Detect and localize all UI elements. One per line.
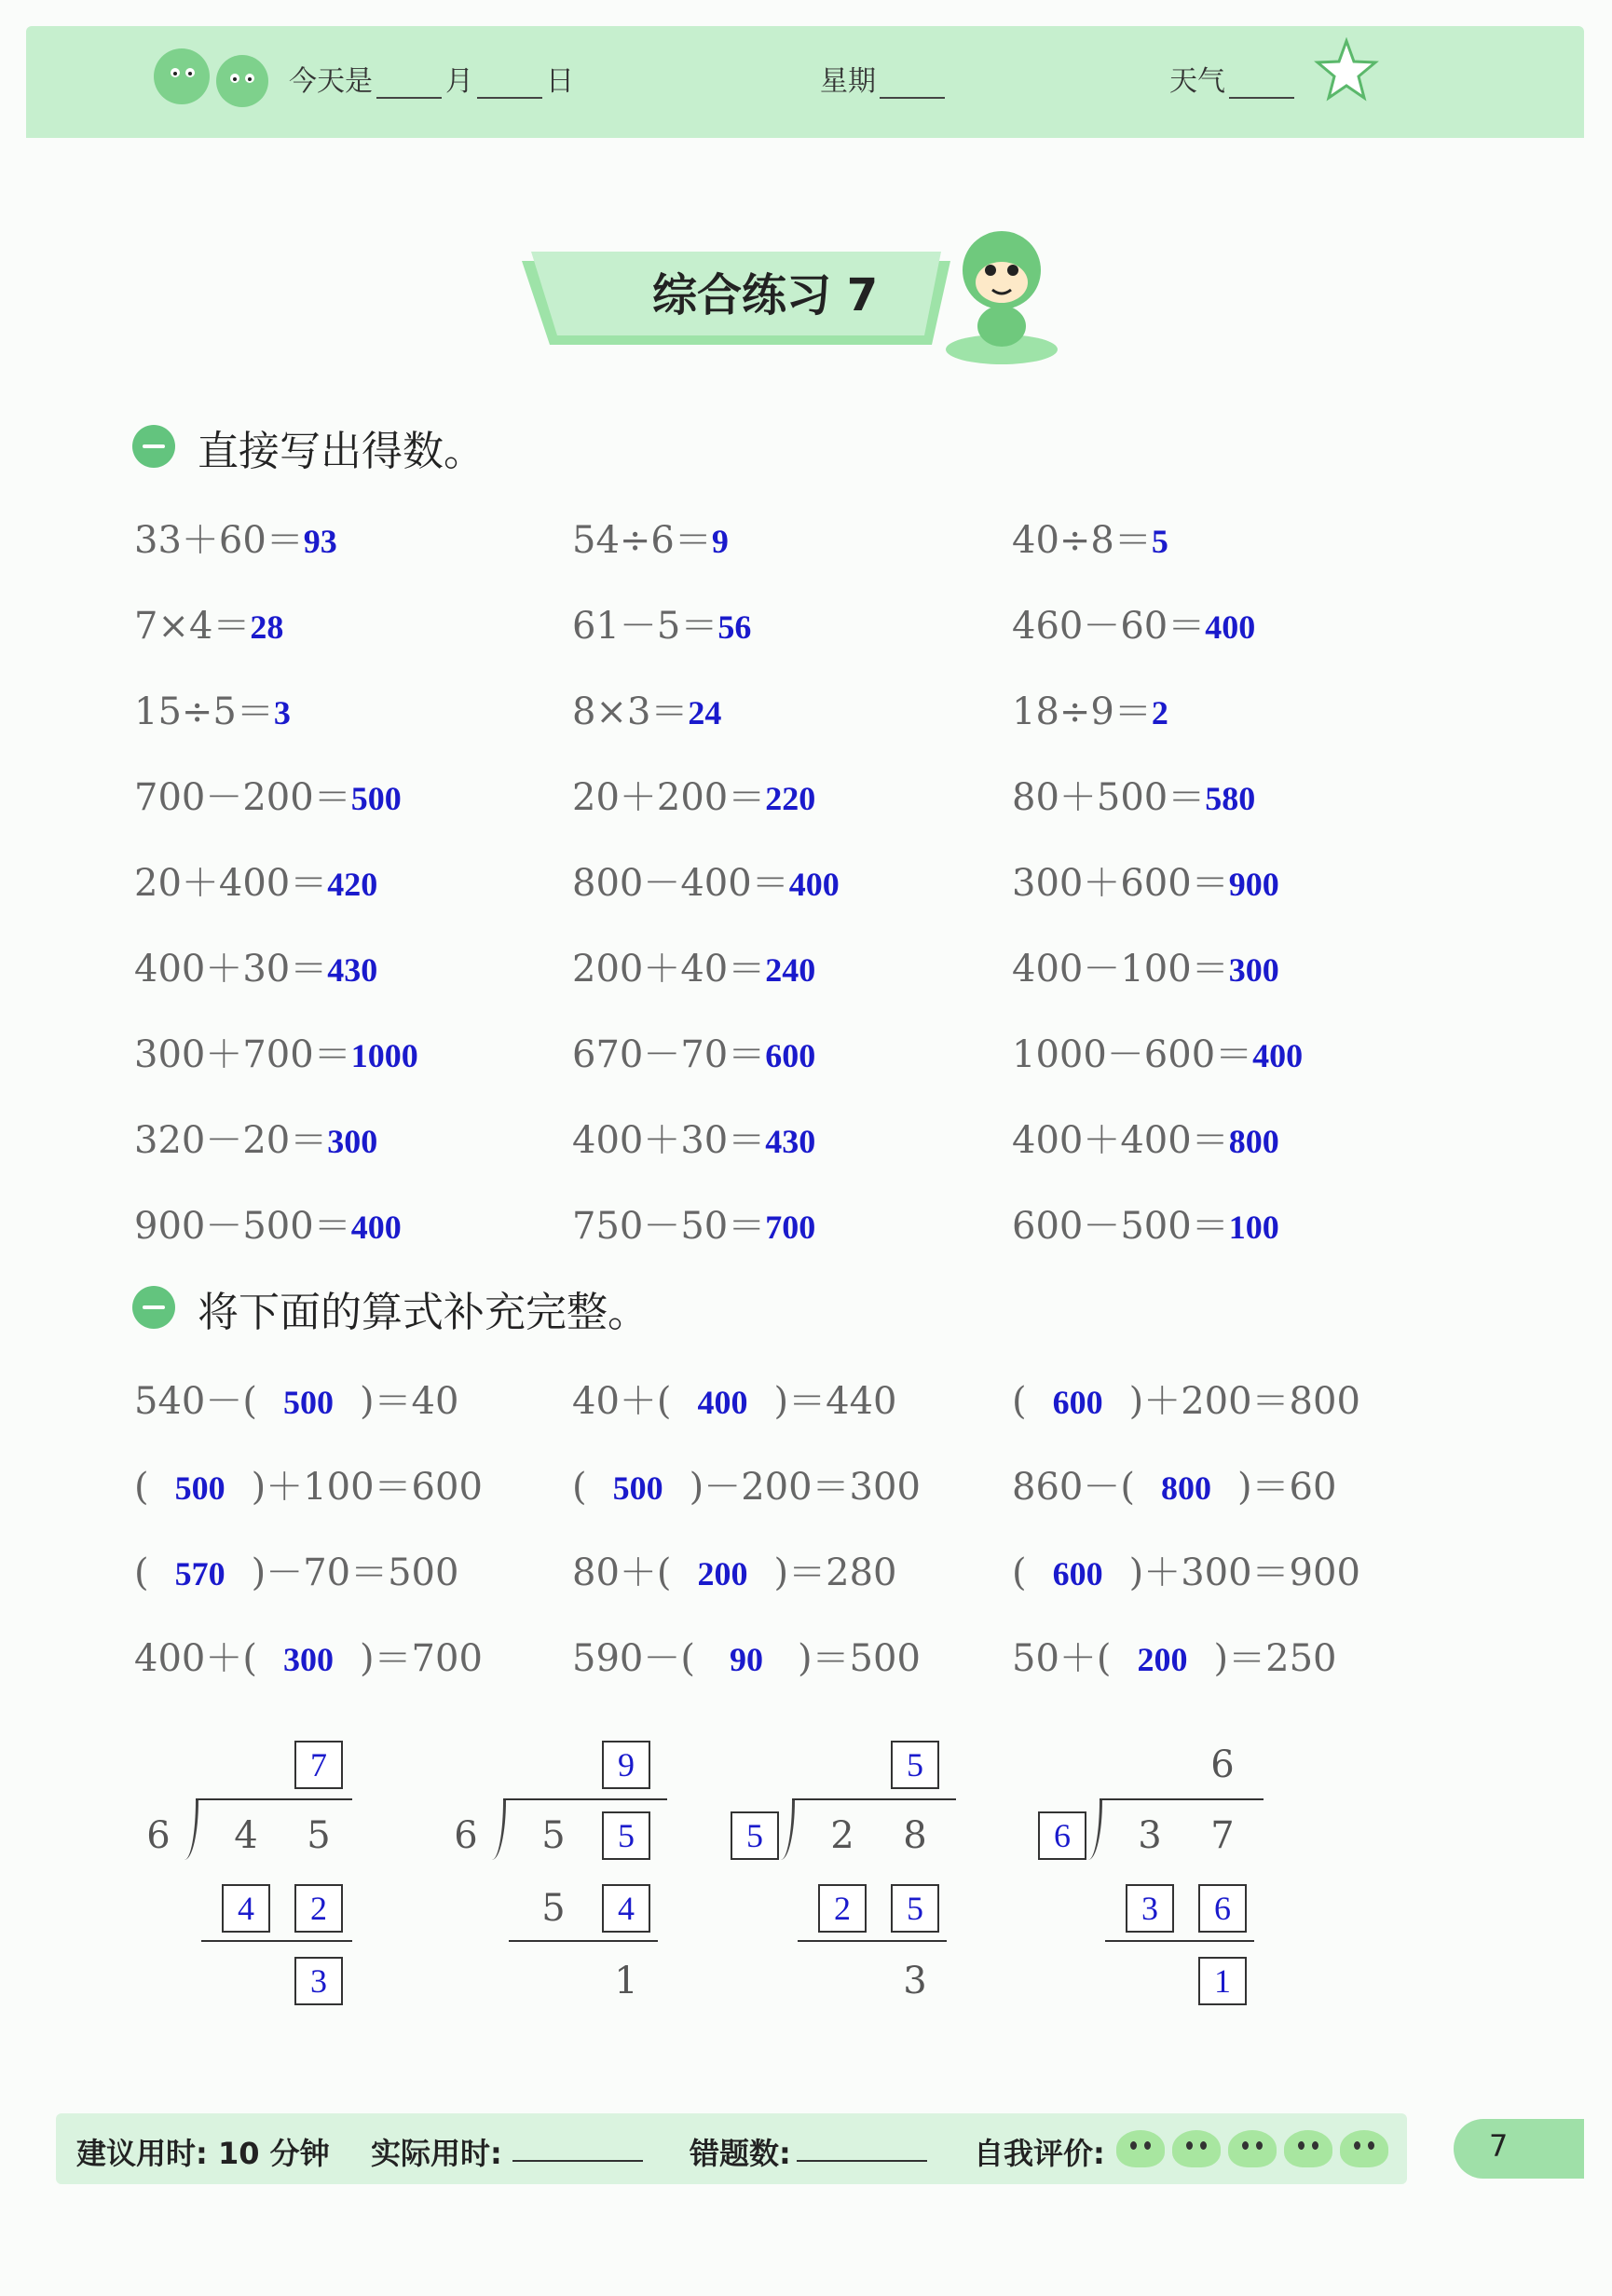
blank-answer[interactable]: 570 <box>174 1555 225 1592</box>
product-digit[interactable]: 5 <box>891 1884 939 1933</box>
division-bracket <box>175 1800 198 1860</box>
problem-expression: 20＋200＝ <box>572 776 766 819</box>
problem-answer[interactable]: 300 <box>327 1123 378 1160</box>
remainder-digit[interactable]: 1 <box>1198 1957 1247 2005</box>
quotient-digit: 6 <box>1210 1743 1235 1786</box>
section2-badge <box>132 1286 175 1329</box>
problem-expression: 20＋400＝ <box>134 862 328 905</box>
problem-item <box>1012 768 1255 821</box>
fill-in-problem <box>1012 1372 1360 1425</box>
blank-answer[interactable]: 600 <box>1052 1384 1103 1421</box>
product-digit[interactable]: 4 <box>222 1884 270 1933</box>
problem-answer[interactable]: 240 <box>765 951 816 989</box>
division-bracket <box>772 1800 795 1860</box>
actual-time-label: 实际用时: <box>371 2136 502 2171</box>
problem-expression: 320－20＝ <box>134 1119 328 1162</box>
problem-answer[interactable]: 430 <box>765 1123 816 1160</box>
problem-item <box>572 939 815 992</box>
blank-answer[interactable]: 90 <box>729 1641 763 1678</box>
problem-answer[interactable]: 100 <box>1228 1209 1279 1246</box>
fill-in-problem <box>1012 1543 1360 1596</box>
rating-face-icon[interactable] <box>1340 2130 1388 2167</box>
weekday-blank[interactable] <box>880 97 945 99</box>
expression-after: )＝60 <box>1236 1466 1337 1509</box>
fill-in-problem <box>134 1543 458 1596</box>
rating-face-icon[interactable] <box>1172 2130 1221 2167</box>
star-icon <box>1314 37 1379 102</box>
expression-before: ( <box>1012 1551 1027 1594</box>
expression-after: )＝700 <box>359 1637 483 1680</box>
quotient-digit[interactable]: 7 <box>294 1741 343 1789</box>
page-number: 7 <box>1489 2128 1509 2164</box>
fill-in-problem <box>1012 1629 1336 1682</box>
problem-answer[interactable]: 580 <box>1205 780 1256 817</box>
problem-expression: 7×4＝ <box>134 605 251 648</box>
problem-expression: 200＋40＝ <box>572 948 766 991</box>
problem-item <box>1012 1196 1279 1250</box>
divisor-digit: 6 <box>454 1814 478 1857</box>
expression-after: )－70＝500 <box>251 1551 459 1594</box>
division-top-line <box>503 1798 667 1800</box>
problem-answer[interactable]: 1000 <box>350 1037 418 1074</box>
problem-item <box>134 1025 418 1078</box>
errors-label: 错题数: <box>690 2136 791 2171</box>
month-blank[interactable] <box>376 97 442 99</box>
expression-after: )＋200＝800 <box>1128 1380 1360 1423</box>
divisor-digit: 6 <box>146 1814 171 1857</box>
problem-answer[interactable]: 400 <box>1252 1037 1304 1074</box>
rating-face-icon[interactable] <box>1116 2130 1165 2167</box>
expression-before: 540－( <box>134 1380 257 1423</box>
product-digit[interactable]: 3 <box>1126 1884 1174 1933</box>
product-digit[interactable]: 6 <box>1198 1884 1247 1933</box>
expression-before: ( <box>134 1551 149 1594</box>
quotient-digit[interactable]: 5 <box>891 1741 939 1789</box>
page-number-tab <box>1454 2119 1584 2179</box>
problem-item <box>572 682 721 735</box>
problem-expression: 54÷6＝ <box>572 519 712 562</box>
rating-face-icon[interactable] <box>1284 2130 1332 2167</box>
problem-item <box>1012 682 1168 735</box>
expression-before: ( <box>134 1466 149 1509</box>
expression-after: )－200＝300 <box>689 1466 921 1509</box>
expression-before: ( <box>572 1466 587 1509</box>
problem-answer[interactable]: 28 <box>250 608 284 646</box>
dividend-digit: 8 <box>903 1814 927 1857</box>
blank-answer[interactable]: 600 <box>1052 1555 1103 1592</box>
expression-before: 50＋( <box>1012 1637 1112 1680</box>
problem-answer[interactable]: 400 <box>1205 608 1256 646</box>
dividend-digit: 2 <box>830 1814 854 1857</box>
section1-badge <box>132 425 175 468</box>
problem-answer[interactable]: 700 <box>765 1209 816 1246</box>
problem-item <box>572 511 729 564</box>
problem-expression: 400＋30＝ <box>134 948 328 991</box>
problem-item <box>572 1025 815 1078</box>
day-label: 日 <box>546 65 574 98</box>
month-label: 月 <box>445 65 473 98</box>
expression-after: )＋100＝600 <box>251 1466 483 1509</box>
dividend-digit[interactable]: 5 <box>602 1811 650 1860</box>
problem-item <box>134 682 291 735</box>
section2-title: 将下面的算式补充完整。 <box>198 1289 649 1336</box>
product-digit[interactable]: 4 <box>602 1884 650 1933</box>
problem-expression: 80＋500＝ <box>1012 776 1206 819</box>
expression-after: )＝280 <box>773 1551 897 1594</box>
expression-after: )＝440 <box>773 1380 897 1423</box>
problem-answer[interactable]: 300 <box>1228 951 1279 989</box>
division-bottom-line <box>509 1940 658 1942</box>
expression-before: 860－( <box>1012 1466 1135 1509</box>
problem-expression: 8×3＝ <box>572 690 689 733</box>
blank-answer[interactable]: 200 <box>697 1555 748 1592</box>
remainder-digit[interactable]: 3 <box>294 1957 343 2005</box>
monkey-mascot-icon <box>936 219 1067 368</box>
problem-expression: 33＋60＝ <box>134 519 304 562</box>
problem-expression: 400＋30＝ <box>572 1119 766 1162</box>
problem-answer[interactable]: 3 <box>273 694 291 731</box>
remainder-digit: 1 <box>614 1960 638 2002</box>
problem-expression: 15÷5＝ <box>134 690 274 733</box>
blank-answer[interactable]: 200 <box>1137 1641 1188 1678</box>
problem-item <box>572 596 751 649</box>
fill-in-problem <box>572 1543 896 1596</box>
product-digit[interactable]: 2 <box>294 1884 343 1933</box>
problem-item <box>134 511 337 564</box>
divisor-digit[interactable]: 6 <box>1038 1811 1086 1860</box>
expression-after: )＝500 <box>797 1637 921 1680</box>
weather-label: 天气 <box>1169 65 1225 98</box>
self-eval-label: 自我评价: <box>974 2136 1105 2171</box>
problem-item <box>134 768 402 821</box>
problem-expression: 1000－600＝ <box>1012 1033 1253 1076</box>
section1-title: 直接写出得数。 <box>198 428 485 475</box>
today-label: 今天是 <box>289 65 373 98</box>
problem-item <box>1012 596 1255 649</box>
problem-item <box>572 1196 815 1250</box>
blank-answer[interactable]: 300 <box>282 1641 334 1678</box>
weather-blank[interactable] <box>1229 97 1294 99</box>
problem-item <box>572 768 815 821</box>
blank-answer[interactable]: 800 <box>1160 1469 1211 1507</box>
division-top-line <box>196 1798 352 1800</box>
problem-item <box>1012 939 1279 992</box>
problem-answer[interactable]: 430 <box>327 951 378 989</box>
blank-answer[interactable]: 500 <box>174 1469 225 1507</box>
errors-blank[interactable] <box>797 2160 927 2162</box>
dividend-digit: 5 <box>307 1814 331 1857</box>
problem-expression: 700－200＝ <box>134 776 351 819</box>
weekday-line <box>820 58 949 99</box>
problem-expression: 750－50＝ <box>572 1205 766 1248</box>
problem-item <box>134 596 283 649</box>
problem-item <box>134 1111 377 1164</box>
fill-in-problem <box>134 1372 458 1425</box>
problem-expression: 460－60＝ <box>1012 605 1206 648</box>
problem-expression: 900－500＝ <box>134 1205 351 1248</box>
problem-answer[interactable]: 420 <box>327 866 378 903</box>
problem-item <box>1012 511 1168 564</box>
fill-in-problem <box>572 1372 896 1425</box>
problem-expression: 800－400＝ <box>572 862 789 905</box>
problem-expression: 300＋700＝ <box>134 1033 351 1076</box>
problem-expression: 670－70＝ <box>572 1033 766 1076</box>
problem-expression: 61－5＝ <box>572 605 718 648</box>
fill-in-problem <box>1012 1457 1336 1510</box>
problem-answer[interactable]: 400 <box>788 866 840 903</box>
problem-item <box>572 1111 815 1164</box>
expression-after: )＝250 <box>1213 1637 1337 1680</box>
blank-answer[interactable]: 500 <box>282 1384 334 1421</box>
cartoon-faces-icon <box>149 39 289 114</box>
division-bottom-line <box>201 1940 352 1942</box>
suggested-time: 建议用时: 10 分钟 <box>76 2136 330 2171</box>
expression-before: 80＋( <box>572 1551 672 1594</box>
expression-before: 590－( <box>572 1637 695 1680</box>
expression-after: )＋300＝900 <box>1128 1551 1360 1594</box>
problem-item <box>134 854 377 907</box>
expression-before: ( <box>1012 1380 1027 1423</box>
problem-answer[interactable]: 500 <box>350 780 402 817</box>
expression-after: )＝40 <box>359 1380 459 1423</box>
dividend-digit: 5 <box>541 1814 566 1857</box>
fill-in-problem <box>134 1457 483 1510</box>
wavy-edge <box>26 112 1584 149</box>
product-digit[interactable]: 2 <box>818 1884 867 1933</box>
product-digit: 5 <box>541 1887 566 1930</box>
problem-answer[interactable]: 5 <box>1151 523 1168 560</box>
problem-expression: 400－100＝ <box>1012 948 1229 991</box>
problem-answer[interactable]: 93 <box>303 523 337 560</box>
problem-answer[interactable]: 2 <box>1151 694 1168 731</box>
problem-item <box>134 939 377 992</box>
division-top-line <box>792 1798 956 1800</box>
fill-in-problem <box>572 1457 921 1510</box>
weekday-label: 星期 <box>820 65 876 98</box>
actual-time-blank[interactable] <box>512 2160 643 2162</box>
problem-expression: 300＋600＝ <box>1012 862 1229 905</box>
problem-item <box>572 854 840 907</box>
blank-answer[interactable]: 500 <box>612 1469 663 1507</box>
problem-expression: 600－500＝ <box>1012 1205 1229 1248</box>
problem-item <box>134 1196 402 1250</box>
rating-face-icon[interactable] <box>1228 2130 1277 2167</box>
fill-in-problem <box>572 1629 921 1682</box>
division-bottom-line <box>1105 1940 1254 1942</box>
divisor-digit[interactable]: 5 <box>731 1811 779 1860</box>
problem-answer[interactable]: 600 <box>765 1037 816 1074</box>
problem-item <box>1012 1025 1303 1078</box>
dividend-digit: 3 <box>1138 1814 1162 1857</box>
blank-answer[interactable]: 400 <box>697 1384 748 1421</box>
page-title: 综合练习 7 <box>652 269 879 321</box>
problem-answer[interactable]: 56 <box>717 608 752 646</box>
quotient-digit[interactable]: 9 <box>602 1741 650 1789</box>
problem-answer[interactable]: 800 <box>1228 1123 1279 1160</box>
problem-expression: 400＋400＝ <box>1012 1119 1229 1162</box>
problem-answer[interactable]: 24 <box>688 694 722 731</box>
expression-before: 400＋( <box>134 1637 257 1680</box>
division-bracket <box>1079 1800 1102 1860</box>
problem-item <box>1012 854 1279 907</box>
problem-answer[interactable]: 9 <box>711 523 729 560</box>
date-line <box>289 58 574 99</box>
problem-expression: 40÷8＝ <box>1012 519 1152 562</box>
expression-before: 40＋( <box>572 1380 672 1423</box>
weather-line <box>1169 58 1298 99</box>
division-top-line <box>1100 1798 1264 1800</box>
division-bottom-line <box>798 1940 947 1942</box>
dividend-digit: 7 <box>1210 1814 1235 1857</box>
problem-answer[interactable]: 400 <box>350 1209 402 1246</box>
day-blank[interactable] <box>477 97 542 99</box>
problem-item <box>1012 1111 1279 1164</box>
problem-expression: 18÷9＝ <box>1012 690 1152 733</box>
dividend-digit: 4 <box>234 1814 258 1857</box>
remainder-digit: 3 <box>903 1960 927 2002</box>
fill-in-problem <box>134 1629 483 1682</box>
problem-answer[interactable]: 220 <box>765 780 816 817</box>
problem-answer[interactable]: 900 <box>1228 866 1279 903</box>
division-bracket <box>483 1800 506 1860</box>
